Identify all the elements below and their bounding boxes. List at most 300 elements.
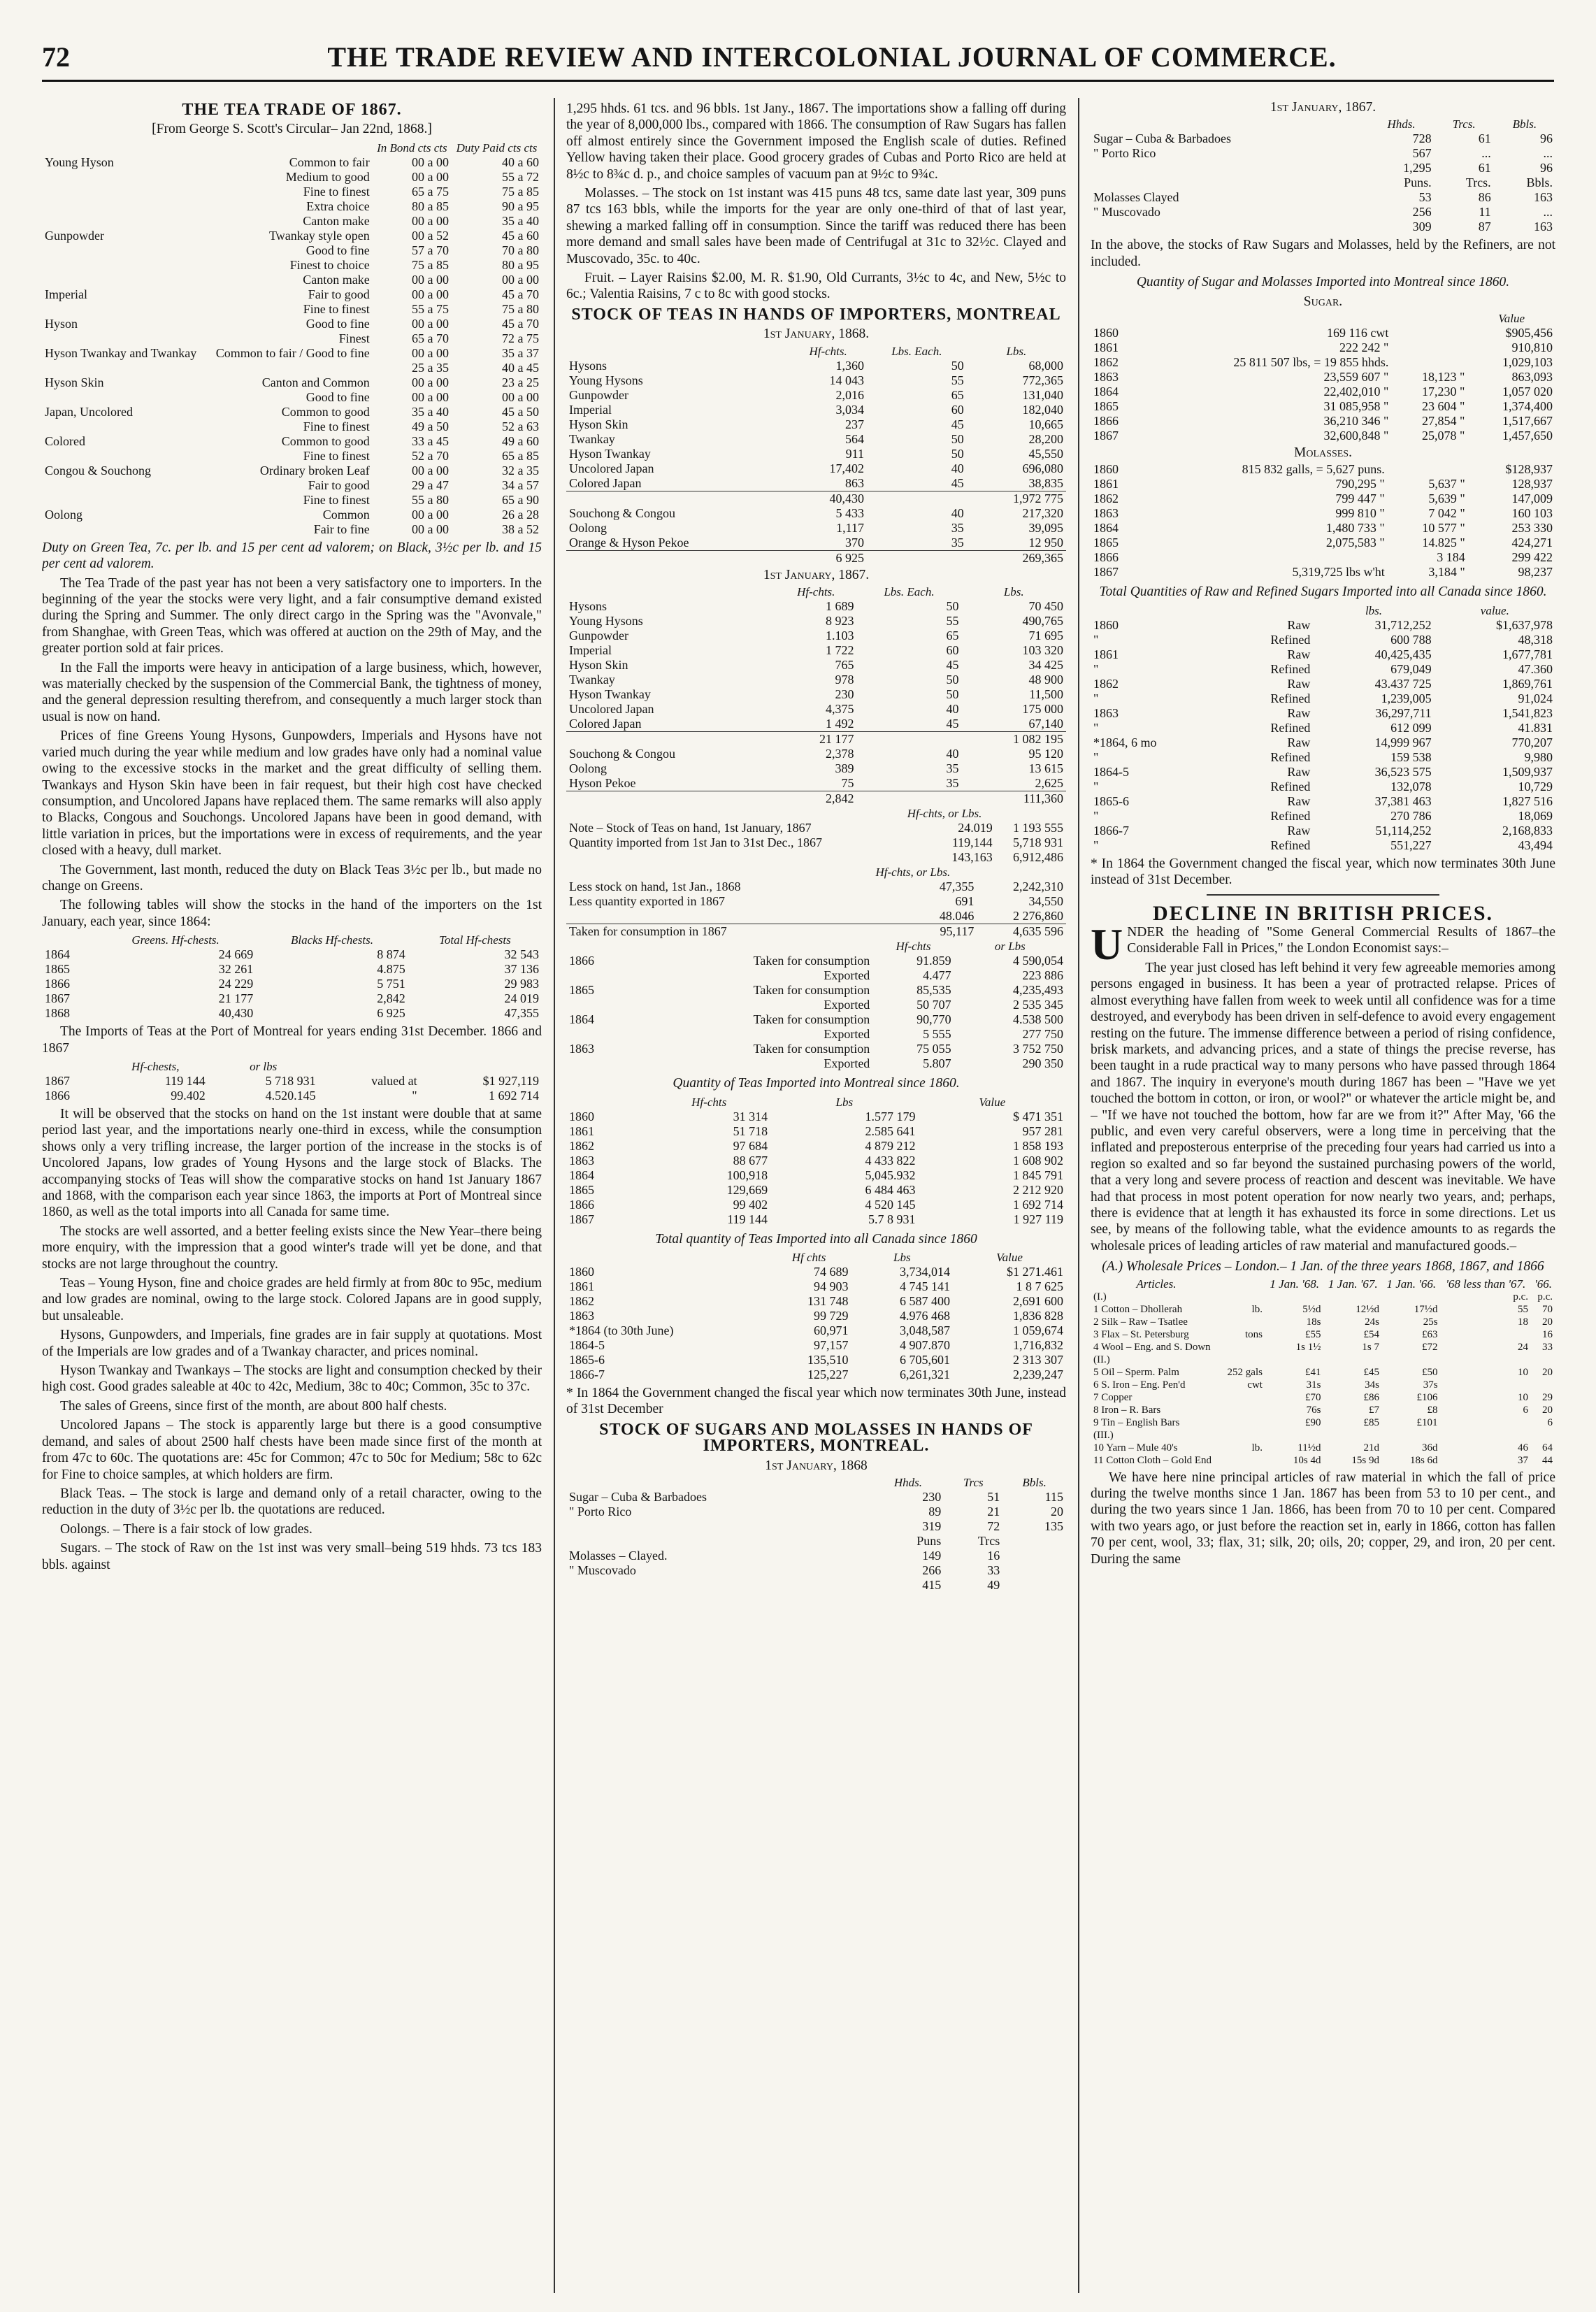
- montreal-imports-table: [566, 1095, 1066, 1227]
- table-cell: Hyson Skin: [45, 375, 104, 389]
- table-cell: 43,494: [1518, 838, 1553, 852]
- table-cell: 252 gals: [1227, 1366, 1263, 1378]
- table-cell: [1391, 326, 1467, 340]
- table-row: [42, 346, 542, 361]
- table-cell: 65: [946, 629, 959, 643]
- table-cell: 24 669: [218, 947, 254, 962]
- table-row: [42, 962, 542, 977]
- table-cell: 11½d: [1297, 1442, 1321, 1453]
- table-cell: 1,029,103: [1502, 355, 1553, 370]
- table-cell: Common to good: [281, 404, 370, 419]
- table-cell: 21 177: [775, 732, 856, 747]
- table-row: [42, 287, 542, 302]
- table-row: [42, 155, 542, 170]
- table-row: [1091, 326, 1555, 340]
- table-cell: 00 a 00: [411, 213, 449, 228]
- table-cell: 600 788: [1390, 632, 1432, 647]
- table-cell: Taken for consumption: [753, 954, 870, 968]
- table-cell: [566, 909, 849, 924]
- table-cell: ...: [1481, 146, 1491, 161]
- table-cell: 35: [946, 776, 959, 791]
- table-cell: 6 925: [377, 1006, 405, 1021]
- paragraph: Oolongs. – There is a fair stock of low grades.: [60, 1521, 312, 1537]
- table-row: [1091, 706, 1555, 721]
- teas-1868-rows: [566, 359, 1066, 491]
- table-cell: Good to fine: [305, 316, 370, 331]
- table-cell: 4.477: [923, 968, 951, 983]
- table-row: [566, 954, 1066, 968]
- table-cell: 2,691 600: [1013, 1293, 1063, 1308]
- column-3: [1091, 98, 1555, 2293]
- table-cell: 95,117: [849, 924, 977, 940]
- sugar-imports-rows: [1091, 326, 1555, 443]
- table-cell: 49 a 60: [502, 433, 539, 448]
- table-cell: 1862: [569, 1138, 594, 1153]
- table-cell: [1222, 1341, 1265, 1354]
- table-cell: 29: [1542, 1391, 1553, 1403]
- table-row: [566, 1578, 1066, 1593]
- table-cell: 37,381 463: [1374, 794, 1432, 808]
- montreal-imports-rows: [566, 1110, 1066, 1227]
- tea-stocks-rows: [42, 947, 542, 1021]
- table-cell: 1 492: [825, 717, 854, 731]
- table-cell: Raw: [1287, 705, 1311, 720]
- table-cell: 37: [1518, 1454, 1529, 1466]
- table-row: [566, 447, 1066, 461]
- table-cell: 2 313 307: [1013, 1352, 1063, 1367]
- wholesale-prices-rows: [1091, 1291, 1555, 1467]
- table-header-row: [1091, 603, 1555, 618]
- table-cell: 20: [1542, 1366, 1553, 1378]
- table-cell: 5 433: [835, 505, 864, 520]
- table-cell: 1,457,650: [1502, 429, 1553, 443]
- article-title-tea: THE TEA TRADE OF 1867.: [182, 101, 402, 119]
- table-cell: 1866: [45, 1088, 70, 1103]
- column-2: [566, 98, 1066, 2293]
- table-cell: 119,144: [951, 835, 993, 850]
- table-row: [1091, 1379, 1555, 1391]
- table-cell: 91,024: [1518, 691, 1553, 705]
- table-cell: 29 983: [504, 977, 539, 991]
- table-cell: 1,239,005: [1381, 691, 1432, 705]
- paragraph: Uncolored Japans – The stock is apparently large but there is a good consumptive demand, and sales of about 2500 half chests have been made since first of the month at from 47c to 60c. The quotations are: 45c for Common; 47c to 50c for Medium; 58c to 62c for Fine to choice samples, at which holders are firm.: [42, 1418, 542, 1482]
- table-row: [42, 199, 542, 214]
- table-row: [1091, 491, 1555, 506]
- table-cell: 691: [955, 894, 975, 909]
- table-row: [566, 1534, 1066, 1549]
- table-cell: 25,078 ": [1421, 429, 1465, 443]
- table-cell: 71 695: [1028, 629, 1063, 643]
- table-cell: 32 a 35: [502, 463, 539, 478]
- table-cell: 1861: [569, 1123, 594, 1138]
- table-cell: 564: [844, 431, 864, 446]
- drop-cap: U: [1091, 919, 1123, 970]
- table-cell: [1391, 355, 1467, 370]
- table-cell: Exported: [824, 998, 870, 1012]
- table-cell: 00 a 00: [411, 169, 449, 184]
- table-cell: [566, 1534, 872, 1549]
- table-row: [1091, 355, 1555, 370]
- table-cell: 25 a 35: [411, 360, 449, 375]
- table-row: [1091, 809, 1555, 824]
- table-cell: [1222, 1391, 1265, 1404]
- table-cell: ": [1093, 749, 1099, 764]
- table-row: [566, 614, 1066, 629]
- table-row: [1091, 1391, 1555, 1404]
- table-row: [1091, 175, 1555, 190]
- table-row: [1091, 521, 1555, 536]
- table-cell: 1861: [1093, 340, 1119, 355]
- table-row: [566, 1110, 1066, 1124]
- table-cell: £8: [1427, 1404, 1438, 1416]
- table-cell: 1,836 828: [1013, 1308, 1063, 1323]
- table-cell: 23,559 607 ": [1323, 370, 1389, 385]
- table-cell: 89: [928, 1504, 942, 1518]
- fruit-paragraph: Fruit. – Layer Raisins $2.00, M. R. $1.90, Old Currants, 3½c to 4c, and New, 5½c to 6c.; Valentia Raisins, 7 c to 8c with good stocks.: [566, 271, 1066, 302]
- table-cell: 4 879 212: [865, 1138, 916, 1153]
- table-row: [566, 1353, 1066, 1367]
- tea-price-rows: [42, 155, 542, 537]
- table-cell: 33: [987, 1563, 1000, 1577]
- table-cell: [1265, 1291, 1324, 1303]
- raw-refined-caption: Total Quantities of Raw and Refined Sugars Imported into all Canada since 1860.: [1099, 584, 1547, 600]
- table-row: [566, 1168, 1066, 1183]
- table-cell: [566, 1095, 647, 1110]
- table-cell: Common: [322, 507, 370, 522]
- table-row: [1091, 385, 1555, 399]
- sugars-1868-rows: [566, 1490, 1066, 1593]
- table-cell: Orange & Hyson Pekoe: [569, 535, 689, 550]
- tea-article-body-continued: [42, 1106, 542, 1573]
- table-row: [566, 1183, 1066, 1198]
- table-row: [566, 747, 1066, 761]
- table-cell: £55: [1304, 1328, 1321, 1340]
- table-cell: 1864: [569, 1012, 594, 1027]
- table-row: [566, 1056, 1066, 1071]
- table-cell: Finest: [338, 331, 370, 345]
- table-cell: 75 a 80: [502, 301, 539, 316]
- table-cell: 10: [1518, 1366, 1529, 1378]
- table-cell: 1865: [569, 1182, 594, 1197]
- table-cell: 1 692 714: [1013, 1197, 1063, 1212]
- table-cell: 50: [946, 687, 959, 702]
- table-row: [1091, 1291, 1555, 1303]
- table-cell: ...: [1543, 146, 1553, 161]
- table-cell: 14,999 967: [1374, 735, 1432, 749]
- table-cell: 55: [946, 614, 959, 629]
- table-cell: 86: [1478, 190, 1491, 205]
- table-cell: $905,456: [1505, 326, 1553, 340]
- table-cell: 1,517,667: [1502, 414, 1553, 429]
- table-cell: 48 900: [1028, 673, 1063, 687]
- table-cell: 2,168,833: [1502, 823, 1553, 838]
- table-cell: Extra choice: [306, 199, 370, 213]
- paragraph: It will be observed that the stocks on hand on the 1st instant were double that at same period last year, and the importations nearly one-third in excess, while the consumption shows only a very trifling increase, the larger portion of the increase in the stocks is of Uncolored Japans, low grades of Young Hysons and the large stock of Blacks. The accompanying stocks of Teas will show the comparative stocks on hand 1st January 1867 and 1868, with the comparison each year since 1863, the imports at Port of Montreal since 1860, as well as the total imports into all Canada for same time.: [42, 1106, 542, 1220]
- table-cell: [1441, 1328, 1532, 1341]
- table-header-row: [1091, 1278, 1555, 1291]
- table-cell: 163: [1534, 220, 1553, 234]
- table-cell: Canton and Common: [261, 375, 370, 389]
- table-cell: £45: [1363, 1366, 1380, 1378]
- table-cell: Fair to good: [308, 478, 370, 492]
- table-row: [566, 761, 1066, 776]
- table-cell: Raw: [1287, 617, 1311, 632]
- table-cell: 6: [1523, 1404, 1529, 1416]
- table-cell: Hf-chts: [896, 940, 931, 954]
- table-cell: 16: [1542, 1328, 1553, 1340]
- table-cell: Hf chts: [791, 1250, 826, 1264]
- table-cell: Hyson: [45, 316, 78, 331]
- table-cell: [566, 791, 775, 807]
- table-cell: Molasses – Clayed.: [569, 1548, 668, 1563]
- table-cell: [1391, 340, 1467, 355]
- table-cell: Souchong & Congou: [569, 747, 676, 761]
- table-cell: Refined: [1270, 691, 1311, 705]
- table-cell: 6 587 400: [900, 1293, 951, 1308]
- table-cell: Exported: [824, 1027, 870, 1042]
- table-cell: 863,093: [1511, 370, 1553, 385]
- table-cell: £86: [1363, 1391, 1380, 1403]
- table-cell: 5½d: [1302, 1303, 1321, 1315]
- table-cell: Trcs: [963, 1475, 984, 1489]
- table-cell: 00 a 00: [411, 155, 449, 169]
- table-cell: 1864-5: [1093, 764, 1129, 779]
- table-cell: Refined: [1270, 779, 1311, 794]
- table-cell: [1091, 311, 1139, 326]
- sugar-imports-table: [1091, 311, 1555, 443]
- table-cell: 4.538 500: [1013, 1012, 1063, 1027]
- table-cell: 1864-5: [569, 1337, 605, 1352]
- table-cell: 1.103: [825, 629, 854, 643]
- table-cell: 40,425,435: [1374, 647, 1432, 661]
- table-row: [1091, 1454, 1555, 1467]
- table-cell: 2,625: [1035, 776, 1063, 791]
- table-cell: 00 a 00: [411, 463, 449, 478]
- table-cell: 35: [951, 520, 964, 535]
- table-cell: 25 811 507 lbs, = 19 855 hhds.: [1233, 355, 1389, 370]
- table-cell: Lbs. Each.: [891, 344, 942, 358]
- table-cell: 256: [1412, 205, 1432, 220]
- table-cell: [1382, 1291, 1441, 1303]
- table-cell: £54: [1363, 1328, 1380, 1340]
- table-cell: 00 a 00: [411, 507, 449, 522]
- table-cell: 00 a 00: [411, 272, 449, 287]
- table-cell: 88 677: [733, 1153, 768, 1168]
- table-cell: ": [1093, 838, 1099, 852]
- table-cell: ": [1093, 661, 1099, 676]
- table-cell: 40 a 60: [502, 155, 539, 169]
- table-cell: 21d: [1363, 1442, 1380, 1453]
- table-cell: Greens. Hf-chests.: [131, 933, 220, 947]
- table-cell: Refined: [1270, 838, 1311, 852]
- table-cell: Puns.: [1404, 175, 1432, 190]
- table-cell: 266: [922, 1563, 942, 1577]
- paragraph: Teas – Young Hyson, fine and choice grades are held firmly at from 80c to 95c, medium and low grades are nominal, owing to the large stock. Colored Japans are in good supply, but unsaleable.: [42, 1276, 542, 1323]
- table-cell: [566, 1578, 872, 1593]
- table-cell: [1391, 311, 1467, 326]
- table-cell: [420, 1059, 542, 1074]
- table-cell: 97 684: [733, 1138, 768, 1153]
- table-cell: 1862: [569, 1293, 594, 1308]
- table-row: [1091, 161, 1555, 175]
- table-cell: 18s 6d: [1409, 1454, 1438, 1466]
- table-cell: 70: [1542, 1303, 1553, 1315]
- table-cell: 49 a 50: [411, 419, 449, 433]
- table-cell: 70 450: [1028, 599, 1063, 614]
- table-cell: 45,550: [1028, 446, 1063, 461]
- table-cell: 32,600,848 ": [1323, 429, 1389, 443]
- table-cell: 67,140: [1028, 717, 1063, 731]
- table-cell: 1862: [1093, 491, 1119, 506]
- table-cell: 5 718 931: [265, 1073, 316, 1088]
- table-cell: [1531, 1354, 1555, 1366]
- table-cell: Articles.: [1136, 1277, 1177, 1291]
- sugars-1867-table: [1091, 117, 1555, 234]
- tea-article-body: [42, 575, 542, 931]
- table-row: [42, 522, 542, 537]
- table-cell: 18,123 ": [1421, 370, 1465, 385]
- table-cell: 52 a 63: [502, 419, 539, 433]
- table-row: [42, 243, 542, 258]
- table-header-row: [566, 1250, 1066, 1265]
- table-cell: [42, 170, 206, 185]
- table-cell: [1139, 311, 1391, 326]
- table-cell: Raw: [1287, 735, 1311, 749]
- table-cell: 50: [951, 358, 964, 373]
- table-cell: Refined: [1270, 808, 1311, 823]
- table-cell: 37s: [1423, 1379, 1438, 1391]
- table-row: [1091, 190, 1555, 205]
- table-row: [42, 1089, 542, 1103]
- table-cell: 1 692 714: [489, 1088, 539, 1103]
- table-cell: Hyson Twankay: [569, 687, 651, 702]
- table-cell: '66.: [1534, 1277, 1552, 1291]
- table-cell: 4 433 822: [865, 1153, 916, 1168]
- tea-balance-table: [566, 806, 1066, 865]
- table-cell: 72: [987, 1518, 1000, 1533]
- table-cell: [42, 141, 206, 155]
- table-cell: 1 Cotton – Dhollerah: [1093, 1303, 1183, 1315]
- table-cell: 5 Oil – Sperm. Palm: [1093, 1366, 1179, 1378]
- table-cell: 37 136: [504, 962, 539, 977]
- table-cell: 26 a 28: [502, 507, 539, 522]
- table-row: [42, 331, 542, 346]
- table-cell: [566, 865, 849, 879]
- table-cell: Hyson Twankay and Twankay: [45, 345, 197, 360]
- table-cell: 1866: [569, 1197, 594, 1212]
- table-cell: [42, 258, 206, 273]
- table-row: [1091, 677, 1555, 691]
- stock-of-sugars-title: STOCK OF SUGARS AND MOLASSES IN HANDS OF IMPORTERS, MONTREAL.: [599, 1420, 1033, 1456]
- table-cell: 799 447 ": [1335, 491, 1385, 506]
- table-cell: 64: [1542, 1442, 1553, 1453]
- table-cell: tons: [1244, 1328, 1263, 1340]
- table-cell: 85,535: [916, 983, 951, 998]
- table-cell: 55: [951, 373, 964, 387]
- table-cell: 863: [844, 475, 864, 490]
- table-cell: ": [1093, 691, 1099, 705]
- table-cell: 10: [1518, 1391, 1529, 1403]
- table-cell: $ 471 351: [1013, 1109, 1063, 1123]
- table-cell: Oolong: [569, 520, 607, 535]
- table-cell: 1 689: [825, 599, 854, 614]
- table-cell: 50 707: [916, 998, 951, 1012]
- table-cell: 6,261,321: [900, 1367, 951, 1381]
- table-row: [1091, 647, 1555, 662]
- table-row: [42, 390, 542, 405]
- table-cell: 45 a 70: [502, 287, 539, 301]
- table-row: [1091, 1442, 1555, 1454]
- table-cell: 99 729: [814, 1308, 849, 1323]
- table-cell: Gunpowder: [569, 387, 628, 402]
- table-cell: 55 a 75: [411, 301, 449, 316]
- table-cell: 111,360: [961, 791, 1066, 807]
- table-cell: 48.046: [939, 909, 975, 924]
- table-row: [1091, 1316, 1555, 1328]
- table-cell: 18: [1518, 1316, 1529, 1328]
- table-cell: 45: [946, 717, 959, 731]
- table-cell: 1866: [569, 954, 594, 968]
- table-cell: Fair to fine: [313, 522, 370, 536]
- table-cell: 33 a 45: [411, 433, 449, 448]
- date-heading: 1st January, 1868.: [763, 326, 870, 342]
- table-cell: [1091, 117, 1369, 131]
- table-cell: 160 103: [1511, 506, 1553, 521]
- table-cell: Sugar – Cuba & Barbadoes: [1093, 131, 1231, 146]
- table-row: [1091, 1429, 1555, 1442]
- table-cell: 47.360: [1518, 661, 1553, 676]
- table-cell: 135,510: [807, 1352, 849, 1367]
- table-cell: 10,665: [1028, 417, 1063, 431]
- table-cell: Hf-chests,: [131, 1059, 180, 1073]
- table-cell: Duty Paid cts cts: [456, 141, 538, 155]
- table-cell: 44: [1542, 1454, 1553, 1466]
- table-row: [42, 464, 542, 478]
- table-cell: Souchong & Congou: [569, 505, 676, 520]
- table-cell: 1865-6: [1093, 794, 1129, 808]
- table-cell: 45 a 70: [502, 316, 539, 331]
- table-cell: 103 320: [1022, 643, 1063, 658]
- molasses-paragraph: Molasses. – The stock on 1st instant was 415 puns 48 tcs, same date last year, 309 puns 87 tcs 163 bbls, while the imports for the year are only one-third of that of last year, shewing a marked falling off in consumption. Since the tariff was reduced there has been more demand and small sales have been made of Centrifugal at 31c to 32½c. Clayed and Muscovado, 35c. to 40c.: [566, 186, 1066, 266]
- table-cell: p.c.: [1513, 1291, 1529, 1302]
- table-cell: Good to fine: [305, 243, 370, 257]
- table-cell: [1222, 1429, 1265, 1442]
- table-cell: 4 Wool – Eng. and S. Down: [1093, 1341, 1211, 1353]
- table-header-row: [1091, 311, 1555, 326]
- table-cell: [566, 732, 775, 747]
- table-cell: 135: [1044, 1518, 1063, 1533]
- table-cell: 5,045.932: [865, 1168, 916, 1182]
- date-heading: 1st January, 1868: [765, 1458, 868, 1473]
- table-cell: Taken for consumption in 1867: [566, 924, 849, 940]
- table-row: [566, 1490, 1066, 1505]
- table-cell: 1860: [1093, 326, 1119, 340]
- table-row: [42, 229, 542, 243]
- table-cell: 299 422: [1511, 550, 1553, 565]
- table-cell: Twankay: [569, 673, 615, 687]
- table-cell: 696,080: [1022, 461, 1063, 475]
- table-cell: 1862: [1093, 355, 1119, 370]
- table-cell: 29 a 47: [411, 478, 449, 492]
- table-row: [1091, 414, 1555, 429]
- table-cell: 1 Jan. '66.: [1386, 1277, 1437, 1291]
- table-cell: ": [1093, 720, 1099, 735]
- paragraph: The year just closed has left behind it very few agreeable memories among persons engaged in business. It has been a year of protracted relapse. Prices of almost everything have fallen from week to week until all confidence was for a time destroyed, and everybody has been driven in self-defence to avoid every engagement resting on the future. The immense difference between a period of rising confidence, brisk markets, and advancing prices, and a state of things the precise reverse, has been taught in a rude practical way to many persons who have passed through 1864 and 1867. The inquiry in everyone's mouth during 1867 has been – "Have we yet touched the bottom in cotton, or iron, or wool?" or whatever the article might be, and – "If we have not touched the bottom, how far are we from it?" After May, '66 the public, and even very careful observers, were a long time in perceiving that the inflated and preposterous enterprise of the preceding four years had carried us into a region so exalted and so far beyond the sustained purchasing powers of the world, that a very long and severe process of reaction and descent was inevitable. We have had that process in most potent operation for now nearly two years, and; perhaps, there is evidence that at length it has exhausted its force in some directions. Let us see, by means of the following table, what the evidence amounts to as regards the wholesale prices of leading articles of raw material and manufactured goods.–: [1091, 960, 1555, 1254]
- table-cell: 50: [946, 673, 959, 687]
- table-cell: 1865: [1093, 536, 1119, 550]
- table-row: [1091, 565, 1555, 580]
- table-cell: 1865: [569, 983, 594, 998]
